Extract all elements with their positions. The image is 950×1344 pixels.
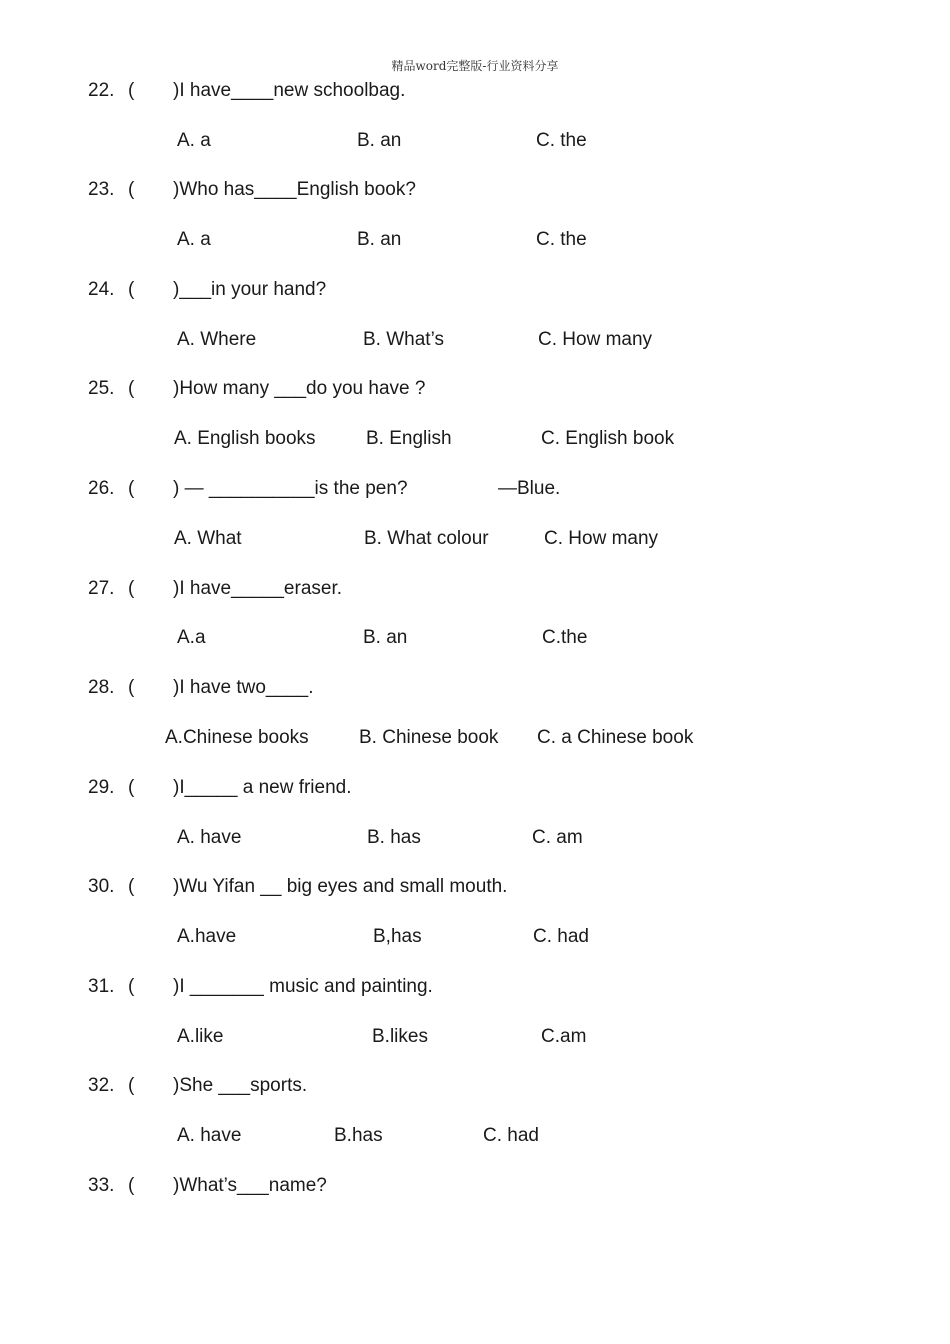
question-number: 30. xyxy=(88,876,115,897)
option-a: A.have xyxy=(177,926,237,947)
option-a: A. a xyxy=(177,229,211,250)
option-c: C. am xyxy=(532,827,583,848)
question-text: )Who has____English book? xyxy=(173,179,416,200)
answer-paren: ( xyxy=(128,578,135,599)
option-a: A.a xyxy=(177,627,206,648)
option-b: B,has xyxy=(373,926,422,947)
question-number: 23. xyxy=(88,179,115,200)
question-text: )I have____new schoolbag. xyxy=(173,80,406,101)
question-text: )I_____ a new friend. xyxy=(173,777,352,798)
question-number: 29. xyxy=(88,777,115,798)
option-b: B. an xyxy=(363,627,408,648)
question-32 xyxy=(88,1075,307,1097)
option-a: A. What xyxy=(174,528,242,549)
question-30 xyxy=(88,876,507,898)
question-text: )She ___sports. xyxy=(173,1075,308,1096)
option-c: C. the xyxy=(536,130,587,151)
option-b: B.likes xyxy=(372,1026,428,1047)
answer-paren: ( xyxy=(128,279,135,300)
question-33 xyxy=(88,1175,327,1197)
question-text: )I _______ music and painting. xyxy=(173,976,433,997)
question-number: 26. xyxy=(88,478,115,499)
question-28 xyxy=(88,677,313,699)
question-26 xyxy=(88,478,408,500)
question-text: ) — __________is the pen? xyxy=(173,478,408,499)
question-25 xyxy=(88,378,425,400)
question-number: 25. xyxy=(88,378,115,399)
option-c: C.am xyxy=(541,1026,587,1047)
question-23 xyxy=(88,179,416,201)
answer-paren: ( xyxy=(128,777,135,798)
question-22 xyxy=(88,80,405,102)
answer-paren: ( xyxy=(128,478,135,499)
question-24 xyxy=(88,279,326,301)
option-b: B. an xyxy=(357,229,402,250)
question-number: 31. xyxy=(88,976,115,997)
option-b: B. has xyxy=(367,827,421,848)
option-c: C. had xyxy=(483,1125,539,1146)
question-text: )I have_____eraser. xyxy=(173,578,343,599)
answer-paren: ( xyxy=(128,876,135,897)
question-number: 27. xyxy=(88,578,115,599)
question-number: 33. xyxy=(88,1175,115,1196)
answer-paren: ( xyxy=(128,378,135,399)
answer-paren: ( xyxy=(128,179,135,200)
answer-paren: ( xyxy=(128,1075,135,1096)
question-number: 22. xyxy=(88,80,115,101)
question-text: )What’s___name? xyxy=(173,1175,327,1196)
answer-paren: ( xyxy=(128,1175,135,1196)
option-b: B. an xyxy=(357,130,402,151)
question-31 xyxy=(88,976,433,998)
sample-answer: —Blue. xyxy=(498,478,561,499)
option-b: B. English xyxy=(366,428,452,449)
page-header: 精品word完整版-行业资料分享 xyxy=(391,59,559,73)
answer-paren: ( xyxy=(128,677,135,698)
question-text: )___in your hand? xyxy=(173,279,327,300)
question-text: )Wu Yifan __ big eyes and small mouth. xyxy=(173,876,508,897)
option-b: B. Chinese book xyxy=(359,727,499,748)
answer-paren: ( xyxy=(128,80,135,101)
question-text: )How many ___do you have ? xyxy=(173,378,426,399)
option-a: A. have xyxy=(177,827,242,848)
option-a: A. a xyxy=(177,130,211,151)
option-a: A. have xyxy=(177,1125,242,1146)
option-c: C. a Chinese book xyxy=(537,727,694,748)
question-number: 28. xyxy=(88,677,115,698)
option-b: B.has xyxy=(334,1125,383,1146)
option-c: C. the xyxy=(536,229,587,250)
option-a: A. Where xyxy=(177,329,257,350)
question-29 xyxy=(88,777,352,799)
option-c: C. English book xyxy=(541,428,675,449)
question-27 xyxy=(88,578,342,600)
question-number: 32. xyxy=(88,1075,115,1096)
question-text: )I have two____. xyxy=(173,677,314,698)
answer-paren: ( xyxy=(128,976,135,997)
option-a: A. English books xyxy=(174,428,316,449)
question-number: 24. xyxy=(88,279,115,300)
option-c: C. How many xyxy=(544,528,659,549)
option-c: C. How many xyxy=(538,329,653,350)
option-b: B. What’s xyxy=(363,329,444,350)
option-a: A.Chinese books xyxy=(165,727,309,748)
option-b: B. What colour xyxy=(364,528,489,549)
option-c: C. had xyxy=(533,926,589,947)
option-c: C.the xyxy=(542,627,588,648)
option-a: A.like xyxy=(177,1026,224,1047)
